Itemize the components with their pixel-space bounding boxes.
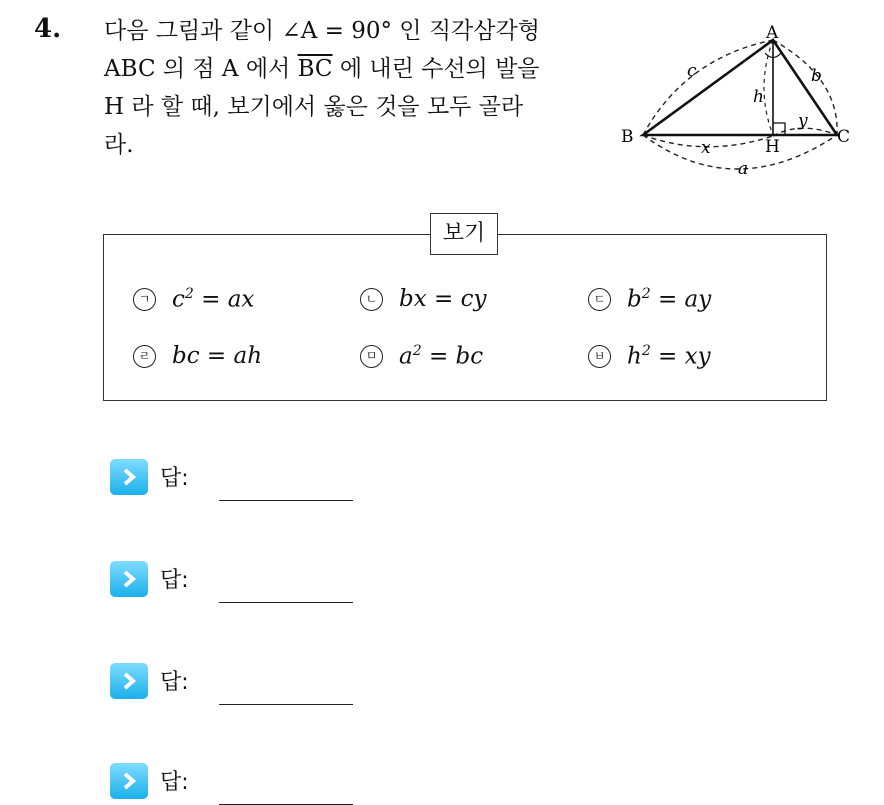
answer-row-1 <box>110 452 353 501</box>
bogi-item-1 <box>133 286 254 313</box>
answer-label: 답: <box>160 466 189 491</box>
answer-label: 답: <box>160 670 189 695</box>
bogi-item-5 <box>360 343 483 370</box>
question-line-3: H 라 할 때, 보기에서 옳은 것을 모두 골라 <box>104 94 524 120</box>
chevron-right-icon <box>110 763 148 799</box>
marker-nieun-icon: ㄴ <box>360 288 383 311</box>
label-len-x: x <box>701 138 711 158</box>
triangle-figure <box>615 18 875 193</box>
marker-giyeok-icon: ㄱ <box>133 288 156 311</box>
question-number: 4. <box>34 14 62 44</box>
question-text <box>104 12 590 164</box>
expression: bc = ah <box>172 343 263 369</box>
label-c: C <box>837 127 851 147</box>
bogi-box <box>103 234 827 401</box>
label-h: H <box>765 137 780 157</box>
answer-label: 답: <box>160 568 189 593</box>
bogi-item-6 <box>588 343 711 370</box>
chevron-right-icon <box>110 561 148 597</box>
label-len-c: c <box>687 61 697 81</box>
expression: $a^2$ = bc <box>399 343 484 370</box>
question-line-4: 라. <box>104 132 134 158</box>
bogi-title: 보기 <box>430 213 498 255</box>
marker-rieul-icon: ㄹ <box>133 345 156 368</box>
marker-bieup-icon: ㅂ <box>588 345 611 368</box>
bogi-item-3 <box>588 286 711 313</box>
expression: $c^2$ = ax <box>172 286 255 313</box>
expression: $b^2$ = ay <box>627 286 712 313</box>
question-line-2: ABC 의 점 A 에서 $\overline{BC}$ 에 내린 수선의 발을 <box>104 56 540 82</box>
label-len-a: a <box>738 159 749 179</box>
answer-row-2 <box>110 554 353 603</box>
segment-bc: $\overline{BC}$ <box>297 56 333 82</box>
label-len-b: b <box>811 66 822 86</box>
label-b: B <box>621 127 634 147</box>
chevron-right-icon <box>110 663 148 699</box>
label-len-h: h <box>753 87 764 107</box>
bogi-item-2 <box>360 286 486 312</box>
question-line-1: 다음 그림과 같이 ∠A = 90° 인 직각삼각형 <box>104 18 540 44</box>
marker-digeut-icon: ㄷ <box>588 288 611 311</box>
answer-row-3 <box>110 656 353 705</box>
label-a: A <box>766 23 779 43</box>
triangle-abc <box>643 40 837 135</box>
chevron-right-icon <box>110 459 148 495</box>
answer-row-4 <box>110 756 353 805</box>
answer-blank[interactable] <box>219 574 353 603</box>
answer-blank[interactable] <box>219 776 353 805</box>
answer-blank[interactable] <box>219 676 353 705</box>
answer-blank[interactable] <box>219 472 353 501</box>
bogi-item-4 <box>133 343 262 369</box>
label-len-y: y <box>798 111 808 131</box>
marker-mieum-icon: ㅁ <box>360 345 383 368</box>
right-angle-mark <box>773 123 785 135</box>
expression: $h^2$ = xy <box>627 343 711 370</box>
answer-label: 답: <box>160 770 189 795</box>
expression: bx = cy <box>399 286 487 312</box>
